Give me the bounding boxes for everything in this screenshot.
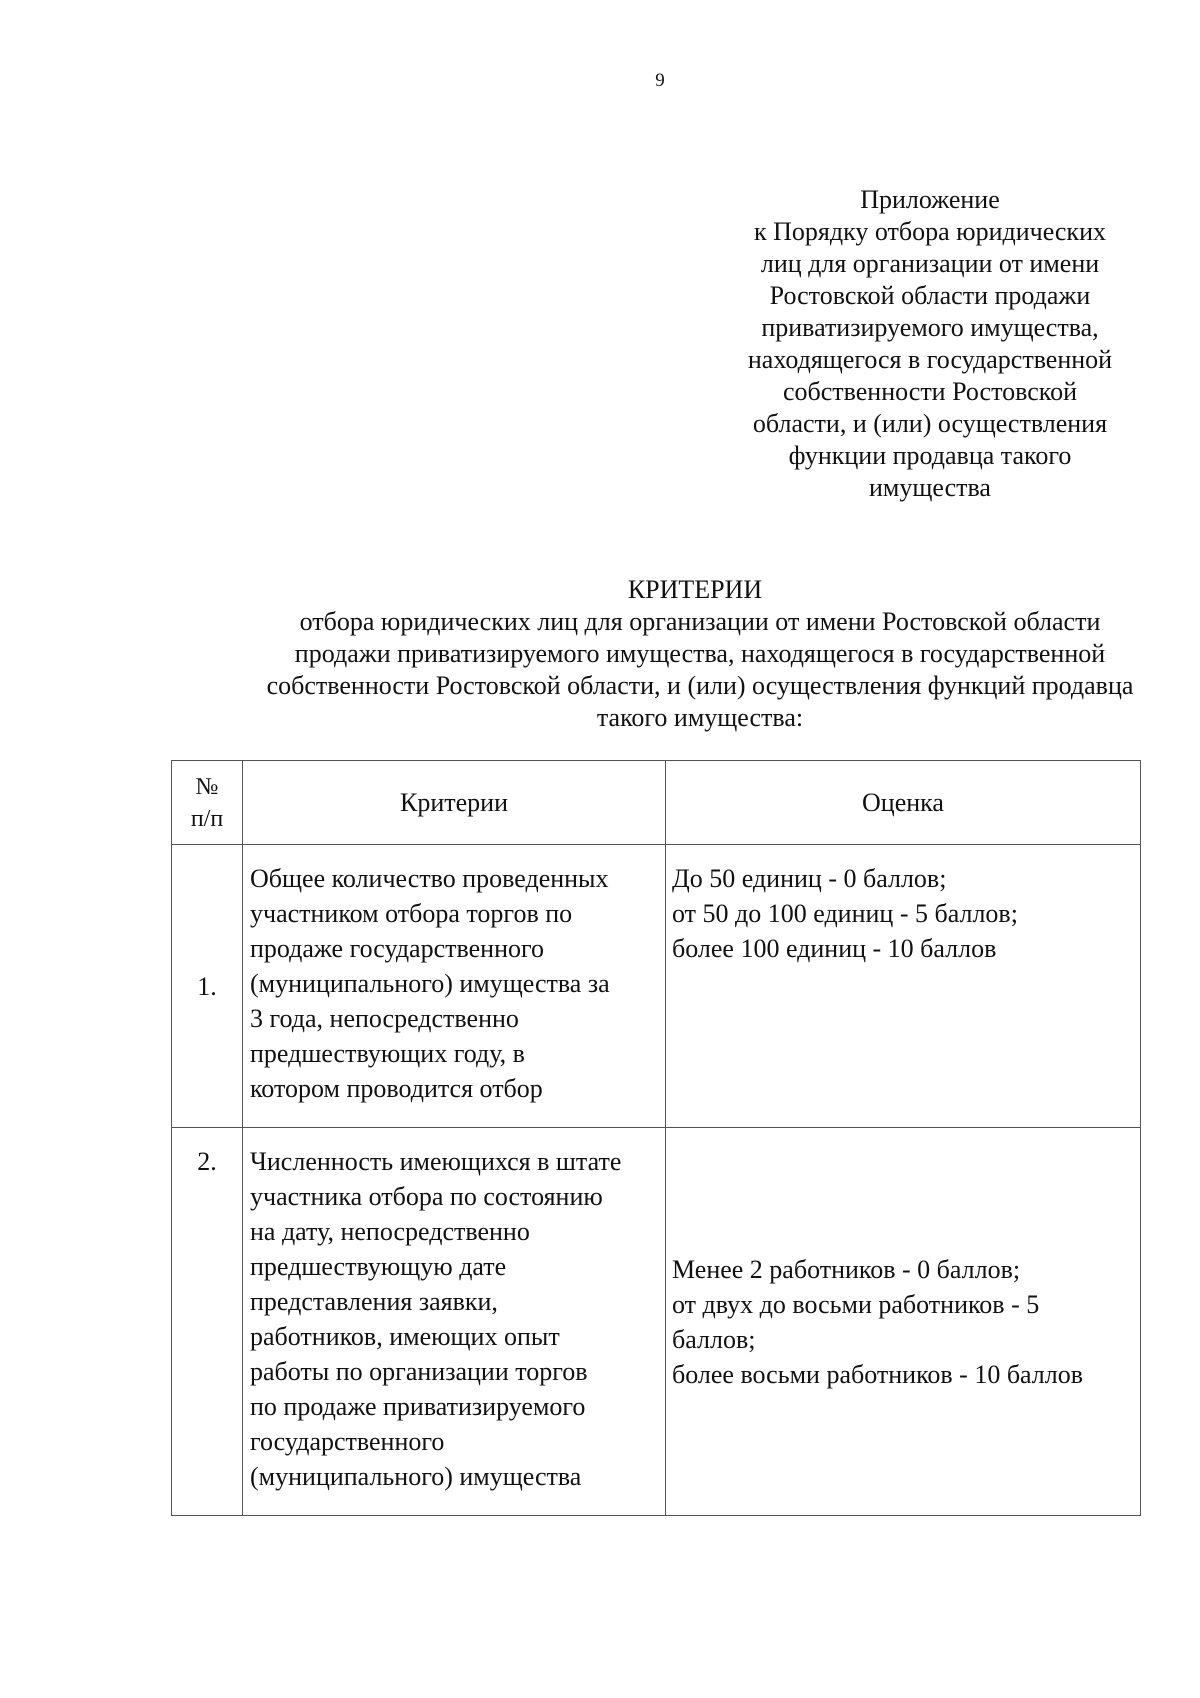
appendix-line: собственности Ростовской: [782, 377, 1078, 406]
criteria-line: работы по организации торгов: [250, 1357, 588, 1386]
table-row: [172, 1128, 1141, 1516]
score-line: более 100 единиц - 10 баллов: [672, 934, 997, 963]
appendix-line: лиц для организации от имени: [760, 249, 1100, 278]
subtitle-line: собственности Ростовской области, и (или) осуществления функций продавца: [266, 671, 1134, 700]
appendix-line: имущества: [869, 473, 991, 502]
criteria-line: участника отбора по состоянию: [250, 1182, 603, 1211]
header-score: Оценка: [666, 761, 1141, 845]
appendix-line: приватизируемого имущества,: [761, 313, 1099, 342]
header-criteria: Критерии: [243, 761, 666, 845]
criteria-line: предшествующую дате: [250, 1252, 507, 1281]
criteria-line: участником отбора торгов по: [250, 899, 573, 928]
criteria-line: продаже государственного: [250, 934, 544, 963]
criteria-line: представления заявки,: [250, 1287, 498, 1316]
score-line: от двух до восьми работников - 5: [672, 1289, 1040, 1319]
score-line: До 50 единиц - 0 баллов;: [672, 864, 947, 893]
criteria-line: на дату, непосредственно: [250, 1217, 530, 1246]
document-title: КРИТЕРИИ: [627, 575, 763, 604]
criteria-cell: [243, 845, 666, 1128]
score-line: более восьми работников - 10 баллов: [672, 1359, 1084, 1389]
criteria-line: государственного: [250, 1427, 445, 1456]
criteria-line: Численность имеющихся в штате: [250, 1147, 622, 1176]
criteria-line: Общее количество проведенных: [250, 864, 609, 893]
header-number: [172, 761, 243, 845]
score-line: баллов;: [672, 1324, 756, 1354]
appendix-line: функции продавца такого: [788, 441, 1072, 470]
score-line: Менее 2 работников - 0 баллов;: [672, 1254, 1021, 1284]
subtitle-line: продажи приватизируемого имущества, находящегося в государственной: [294, 639, 1106, 668]
appendix-line: к Порядку отбора юридических: [754, 217, 1106, 246]
criteria-line: предшествующих году, в: [250, 1039, 525, 1068]
table-row: [172, 845, 1141, 1128]
criteria-line: (муниципального) имущества: [250, 1462, 582, 1491]
appendix-line: области, и (или) осуществления: [752, 409, 1108, 438]
criteria-line: (муниципального) имущества за: [250, 969, 610, 998]
row-number: 2.: [172, 1128, 243, 1516]
criteria-line: по продаже приватизируемого: [250, 1392, 586, 1421]
subtitle-line: отбора юридических лиц для организации от имени Ростовской области: [299, 607, 1101, 636]
header-number-symbol: №: [195, 773, 219, 800]
appendix-line: находящегося в государственной: [747, 345, 1113, 374]
criteria-line: котором проводится отбор: [250, 1074, 543, 1103]
criteria-table: [171, 760, 1141, 1516]
criteria-line: работников, имеющих опыт: [250, 1322, 560, 1351]
subtitle-line: такого имущества:: [596, 703, 804, 732]
table-header-row: [172, 761, 1141, 845]
criteria-line: 3 года, непосредственно: [250, 1004, 519, 1033]
header-number-abbr: п/п: [190, 805, 224, 832]
appendix-line: Ростовской области продажи: [769, 281, 1091, 310]
row-number: 1.: [172, 845, 243, 1128]
appendix-line: Приложение: [860, 185, 1000, 214]
criteria-cell: [243, 1128, 666, 1516]
page-number: 9: [655, 70, 665, 91]
score-line: от 50 до 100 единиц - 5 баллов;: [672, 899, 1018, 928]
document-subtitle: [150, 606, 1200, 734]
appendix-header: [700, 184, 1160, 504]
score-cell: [666, 1128, 1141, 1516]
score-cell: [666, 845, 1141, 1128]
